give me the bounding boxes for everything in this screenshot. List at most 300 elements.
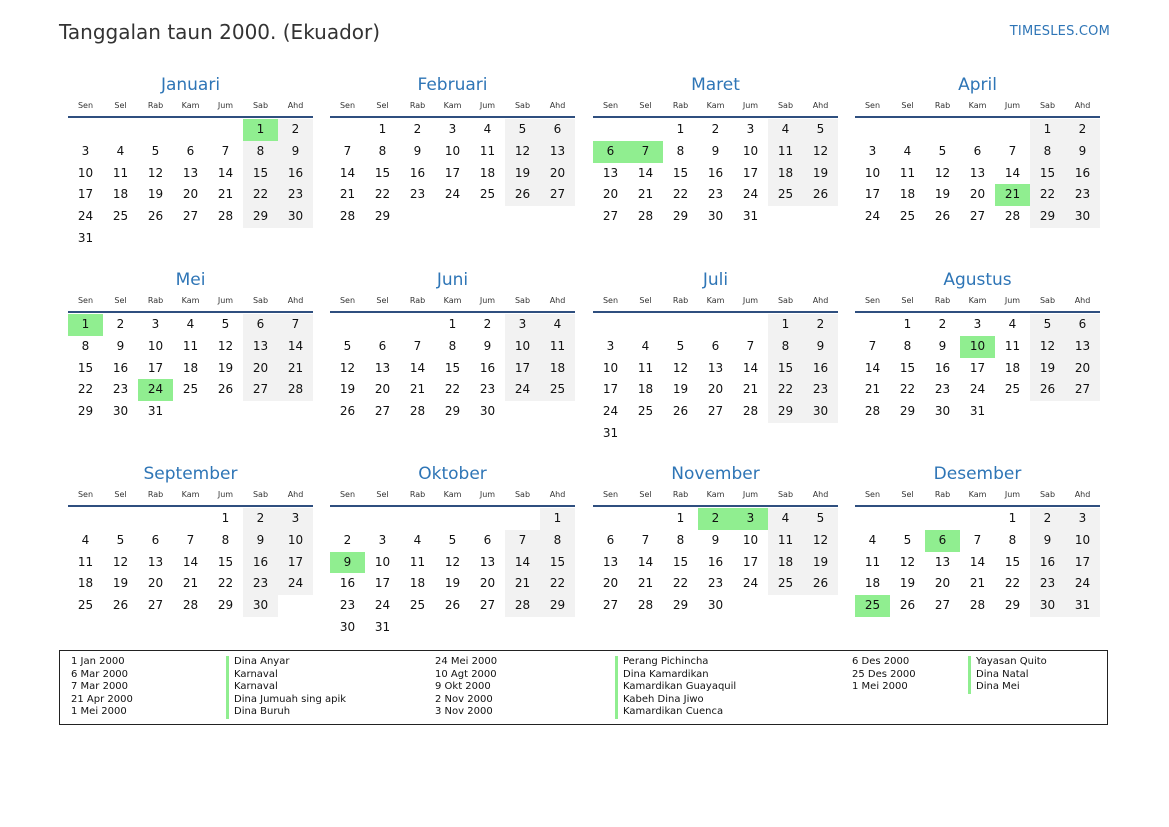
day-cell: 23 <box>112 382 129 397</box>
day-cell: 21 <box>969 576 986 591</box>
day-cell: 11 <box>479 143 496 158</box>
weekday-label: Sel <box>639 101 652 110</box>
day-cell: 19 <box>1030 358 1065 380</box>
day-cell: 2 <box>803 314 838 336</box>
day-cell: 23 <box>243 573 278 595</box>
day-cell: 30 <box>339 619 356 634</box>
weekday-label: Ahd <box>812 101 829 110</box>
day-cell: 21 <box>637 576 654 591</box>
legend-holiday-name: Karnaval <box>226 669 346 682</box>
day-cell: 26 <box>672 404 689 419</box>
weekday-header <box>330 98 575 118</box>
day-cell: 8 <box>81 338 90 353</box>
day-cell: 16 <box>339 576 356 591</box>
weekday-label: Jum <box>479 296 496 305</box>
day-cell: 31 <box>77 230 94 245</box>
empty-cell <box>103 119 138 141</box>
weekday-label: Kam <box>968 490 987 499</box>
empty-cell <box>68 508 103 530</box>
day-cell: 11 <box>540 336 575 358</box>
day-cell: 27 <box>602 209 619 224</box>
day-cell: 27 <box>374 404 391 419</box>
month-name: Juni <box>436 270 469 290</box>
day-grid <box>68 314 313 423</box>
day-cell: 20 <box>243 358 278 380</box>
empty-cell <box>435 206 470 228</box>
day-cell: 9 <box>413 143 422 158</box>
weekday-label: Sen <box>602 101 619 110</box>
month-januari <box>68 72 313 250</box>
day-cell: 30 <box>243 595 278 617</box>
weekday-label: Jum <box>742 101 759 110</box>
empty-cell <box>803 595 838 617</box>
day-cell: 3 <box>733 508 768 530</box>
day-cell: 22 <box>1004 576 1021 591</box>
empty-cell <box>505 617 540 639</box>
weekday-label: Sel <box>376 101 389 110</box>
day-cell: 23 <box>1065 184 1100 206</box>
weekday-label: Kam <box>181 296 200 305</box>
day-cell: 11 <box>77 554 94 569</box>
day-cell: 3 <box>378 532 387 547</box>
legend-dates <box>852 656 916 694</box>
month-name: Agustus <box>943 270 1012 290</box>
empty-cell <box>330 119 365 141</box>
weekday-label: Kam <box>706 490 725 499</box>
day-cell: 25 <box>768 573 803 595</box>
day-cell: 8 <box>1030 141 1065 163</box>
month-name: Februari <box>417 75 488 95</box>
day-cell: 11 <box>768 530 803 552</box>
day-cell: 5 <box>803 508 838 530</box>
day-cell: 15 <box>672 165 689 180</box>
empty-cell <box>505 401 540 423</box>
empty-cell <box>855 119 890 141</box>
empty-cell <box>208 119 243 141</box>
empty-cell <box>138 119 173 141</box>
day-grid <box>593 314 838 445</box>
day-cell: 26 <box>339 404 356 419</box>
day-cell: 25 <box>637 404 654 419</box>
weekday-label: Rab <box>409 296 426 305</box>
month-name: Desember <box>933 464 1022 484</box>
weekday-label: Sel <box>376 296 389 305</box>
month-name: April <box>958 75 997 95</box>
empty-cell <box>208 228 243 250</box>
day-cell: 27 <box>147 598 164 613</box>
day-cell: 5 <box>151 143 160 158</box>
day-cell: 21 <box>505 573 540 595</box>
month-april <box>855 72 1100 228</box>
day-cell: 27 <box>1065 379 1100 401</box>
day-cell: 10 <box>77 165 94 180</box>
day-cell: 22 <box>217 576 234 591</box>
day-cell: 10 <box>278 530 313 552</box>
day-cell: 7 <box>221 143 230 158</box>
weekday-label: Sen <box>602 490 619 499</box>
day-cell: 28 <box>1004 209 1021 224</box>
day-cell: 21 <box>182 576 199 591</box>
day-cell: 25 <box>182 382 199 397</box>
day-cell: 22 <box>243 184 278 206</box>
day-cell: 22 <box>899 382 916 397</box>
day-cell: 14 <box>969 554 986 569</box>
day-cell: 9 <box>116 338 125 353</box>
empty-cell <box>855 508 890 530</box>
day-cell: 15 <box>243 163 278 185</box>
legend-holiday-name: Dina Natal <box>968 669 1047 682</box>
day-cell: 17 <box>505 358 540 380</box>
day-cell: 26 <box>803 573 838 595</box>
day-cell: 16 <box>479 360 496 375</box>
day-cell: 6 <box>606 532 615 547</box>
legend-names <box>968 656 1047 694</box>
legend-date: 24 Mei 2000 <box>435 656 498 667</box>
month-oktober <box>330 461 575 639</box>
weekday-header <box>855 293 1100 313</box>
weekday-label: Kam <box>968 296 987 305</box>
day-cell: 12 <box>672 360 689 375</box>
weekday-label: Sel <box>114 101 127 110</box>
empty-cell <box>243 401 278 423</box>
day-cell: 20 <box>147 576 164 591</box>
day-cell: 24 <box>77 209 94 224</box>
empty-cell <box>540 617 575 639</box>
empty-cell <box>400 206 435 228</box>
empty-cell <box>593 508 628 530</box>
day-cell: 31 <box>969 404 986 419</box>
day-cell: 31 <box>602 425 619 440</box>
empty-cell <box>733 314 768 336</box>
month-name: Maret <box>691 75 740 95</box>
empty-cell <box>1030 401 1065 423</box>
month-name: November <box>671 464 760 484</box>
empty-cell <box>925 508 960 530</box>
empty-cell <box>540 206 575 228</box>
day-cell: 29 <box>374 209 391 224</box>
day-cell: 8 <box>540 530 575 552</box>
day-cell: 1 <box>676 511 685 525</box>
day-cell: 23 <box>479 382 496 397</box>
day-cell: 6 <box>243 314 278 336</box>
weekday-label: Jum <box>1004 101 1021 110</box>
empty-cell <box>400 314 435 336</box>
day-cell: 17 <box>864 187 881 202</box>
weekday-label: Sab <box>514 490 531 499</box>
month-name: Mei <box>175 270 206 290</box>
day-grid <box>330 314 575 423</box>
weekday-label: Ahd <box>1074 490 1091 499</box>
day-cell: 1 <box>903 317 912 331</box>
day-cell: 14 <box>339 165 356 180</box>
empty-cell <box>890 119 925 141</box>
day-cell: 5 <box>1030 314 1065 336</box>
weekday-label: Jum <box>217 296 234 305</box>
day-cell: 18 <box>112 187 129 202</box>
day-cell: 21 <box>217 187 234 202</box>
holiday-legend <box>59 650 1108 725</box>
day-cell: 13 <box>479 554 496 569</box>
day-cell: 26 <box>803 184 838 206</box>
day-cell: 14 <box>864 360 881 375</box>
empty-cell <box>470 206 505 228</box>
day-cell: 14 <box>217 165 234 180</box>
day-cell: 6 <box>973 143 982 158</box>
day-cell: 15 <box>768 358 803 380</box>
day-cell: 4 <box>483 122 492 136</box>
day-cell: 13 <box>934 554 951 569</box>
day-cell: 3 <box>606 338 615 353</box>
day-cell: 19 <box>934 187 951 202</box>
day-cell: 15 <box>540 552 575 574</box>
weekday-label: Sen <box>602 296 619 305</box>
day-cell: 2 <box>116 317 125 331</box>
legend-holiday-name: Perang Pichincha <box>615 656 736 669</box>
legend-names <box>615 656 736 719</box>
day-cell: 18 <box>1004 360 1021 375</box>
weekday-label: Ahd <box>812 490 829 499</box>
legend-date: 21 Apr 2000 <box>71 693 133 705</box>
day-cell: 26 <box>1030 379 1065 401</box>
day-cell: 28 <box>864 404 881 419</box>
day-cell: 8 <box>243 141 278 163</box>
day-cell: 20 <box>934 576 951 591</box>
day-cell: 2 <box>938 317 947 331</box>
day-cell: 2 <box>278 119 313 141</box>
empty-cell <box>243 228 278 250</box>
day-cell: 12 <box>899 554 916 569</box>
day-cell: 24 <box>742 576 759 591</box>
day-grid <box>68 508 313 617</box>
empty-cell <box>698 314 733 336</box>
day-cell: 15 <box>77 360 94 375</box>
day-cell: 2 <box>1065 119 1100 141</box>
day-cell: 7 <box>278 314 313 336</box>
day-cell: 19 <box>672 382 689 397</box>
weekday-label: Ahd <box>287 101 304 110</box>
day-cell: 26 <box>934 209 951 224</box>
day-cell: 13 <box>147 554 164 569</box>
month-juli <box>593 267 838 445</box>
day-cell: 24 <box>505 379 540 401</box>
day-cell: 6 <box>1065 314 1100 336</box>
day-cell: 14 <box>637 165 654 180</box>
day-cell: 30 <box>1030 595 1065 617</box>
weekday-label: Sen <box>864 101 881 110</box>
day-cell: 28 <box>637 209 654 224</box>
weekday-label: Sen <box>339 296 356 305</box>
day-cell: 10 <box>374 554 391 569</box>
day-cell: 12 <box>934 165 951 180</box>
day-cell: 20 <box>969 187 986 202</box>
weekday-label: Sen <box>339 101 356 110</box>
day-cell: 5 <box>505 119 540 141</box>
day-cell: 13 <box>969 165 986 180</box>
day-cell: 3 <box>973 317 982 331</box>
day-cell: 1 <box>243 119 278 141</box>
day-cell: 20 <box>540 163 575 185</box>
weekday-label: Rab <box>672 101 689 110</box>
day-cell: 27 <box>602 598 619 613</box>
weekday-label: Jum <box>1004 296 1021 305</box>
legend-holiday-name: Kamardikan Guayaquil <box>615 681 736 694</box>
day-cell: 25 <box>768 184 803 206</box>
legend-holiday-name: Dina Anyar <box>226 656 346 669</box>
day-cell: 18 <box>637 382 654 397</box>
day-cell: 12 <box>803 530 838 552</box>
day-cell: 22 <box>77 382 94 397</box>
day-cell: 12 <box>217 338 234 353</box>
day-cell: 19 <box>803 552 838 574</box>
day-cell: 19 <box>444 576 461 591</box>
day-cell: 7 <box>413 338 422 353</box>
day-cell: 19 <box>217 360 234 375</box>
weekday-label: Sen <box>339 490 356 499</box>
day-cell: 4 <box>413 532 422 547</box>
day-cell: 28 <box>339 209 356 224</box>
legend-holiday-name: Kabeh Dina Jiwo <box>615 694 736 707</box>
day-cell: 10 <box>505 336 540 358</box>
empty-cell <box>138 508 173 530</box>
weekday-label: Sab <box>777 101 794 110</box>
weekday-header <box>593 293 838 313</box>
day-cell: 12 <box>112 554 129 569</box>
day-cell: 16 <box>1030 552 1065 574</box>
day-cell: 22 <box>768 379 803 401</box>
day-cell: 18 <box>77 576 94 591</box>
empty-cell <box>663 423 698 445</box>
weekday-label: Rab <box>409 101 426 110</box>
day-cell: 13 <box>707 360 724 375</box>
day-cell: 17 <box>444 165 461 180</box>
day-cell: 13 <box>1065 336 1100 358</box>
legend-date: 1 Mei 2000 <box>852 681 908 693</box>
day-cell: 4 <box>81 532 90 547</box>
day-cell: 12 <box>803 141 838 163</box>
legend-date: 3 Nov 2000 <box>435 706 493 718</box>
empty-cell <box>768 423 803 445</box>
legend-holiday-name: Dina Kamardikan <box>615 669 736 682</box>
day-cell: 5 <box>448 532 457 547</box>
day-cell: 2 <box>711 122 720 136</box>
weekday-label: Rab <box>672 490 689 499</box>
day-cell: 28 <box>505 595 540 617</box>
day-cell: 3 <box>151 317 160 331</box>
day-cell: 7 <box>505 530 540 552</box>
day-cell: 24 <box>742 187 759 202</box>
day-cell: 12 <box>444 554 461 569</box>
day-cell: 15 <box>899 360 916 375</box>
month-desember <box>855 461 1100 617</box>
day-cell: 8 <box>676 532 685 547</box>
legend-date: 6 Mar 2000 <box>71 668 129 680</box>
day-cell: 12 <box>339 360 356 375</box>
empty-cell <box>960 508 995 530</box>
legend-holiday-name: Dina Mei <box>968 681 1047 694</box>
weekday-label: Kam <box>968 101 987 110</box>
empty-cell <box>628 119 663 141</box>
weekday-label: Sel <box>639 296 652 305</box>
day-cell: 27 <box>934 598 951 613</box>
day-cell: 30 <box>707 209 724 224</box>
weekday-label: Rab <box>409 490 426 499</box>
day-cell: 6 <box>483 532 492 547</box>
day-cell: 5 <box>676 338 685 353</box>
day-cell: 30 <box>112 404 129 419</box>
day-cell: 28 <box>637 598 654 613</box>
day-cell: 9 <box>483 338 492 353</box>
day-cell: 10 <box>602 360 619 375</box>
day-cell: 6 <box>378 338 387 353</box>
day-cell: 10 <box>960 336 995 358</box>
day-cell: 28 <box>742 404 759 419</box>
day-cell: 29 <box>540 595 575 617</box>
day-cell: 5 <box>343 338 352 353</box>
empty-cell <box>138 228 173 250</box>
weekday-header <box>330 293 575 313</box>
day-cell: 28 <box>217 209 234 224</box>
weekday-label: Sen <box>864 296 881 305</box>
day-cell: 17 <box>278 552 313 574</box>
day-cell: 22 <box>374 187 391 202</box>
day-cell: 7 <box>868 338 877 353</box>
day-cell: 3 <box>868 143 877 158</box>
day-cell: 11 <box>182 338 199 353</box>
day-cell: 17 <box>742 165 759 180</box>
day-cell: 19 <box>112 576 129 591</box>
day-cell: 17 <box>374 576 391 591</box>
weekday-label: Sen <box>864 490 881 499</box>
day-cell: 29 <box>1030 206 1065 228</box>
day-cell: 20 <box>374 382 391 397</box>
day-cell: 27 <box>707 404 724 419</box>
legend-holiday-name: Kamardikan Cuenca <box>615 706 736 719</box>
weekday-label: Ahd <box>287 296 304 305</box>
legend-holiday-name: Yayasan Quito <box>968 656 1047 669</box>
day-cell: 29 <box>899 404 916 419</box>
month-februari <box>330 72 575 228</box>
day-cell: 9 <box>938 338 947 353</box>
month-mei <box>68 267 313 423</box>
day-cell: 19 <box>899 576 916 591</box>
empty-cell <box>663 314 698 336</box>
empty-cell <box>400 508 435 530</box>
legend-holiday-name: Dina Buruh <box>226 706 346 719</box>
day-cell: 2 <box>698 508 733 530</box>
weekday-header <box>593 487 838 507</box>
day-cell: 26 <box>147 209 164 224</box>
day-cell: 8 <box>903 338 912 353</box>
day-cell: 10 <box>444 143 461 158</box>
weekday-header <box>68 487 313 507</box>
day-cell: 13 <box>182 165 199 180</box>
site-link[interactable]: TIMESLES.COM <box>1009 24 1110 39</box>
day-cell: 22 <box>672 576 689 591</box>
day-cell: 1 <box>676 122 685 136</box>
day-cell: 11 <box>637 360 654 375</box>
day-cell: 25 <box>77 598 94 613</box>
day-cell: 20 <box>602 576 619 591</box>
weekday-label: Ahd <box>1074 296 1091 305</box>
empty-cell <box>628 314 663 336</box>
day-grid <box>593 119 838 228</box>
month-name: September <box>143 464 238 484</box>
day-cell: 10 <box>864 165 881 180</box>
day-grid <box>855 508 1100 617</box>
day-cell: 24 <box>864 209 881 224</box>
empty-cell <box>768 595 803 617</box>
weekday-label: Kam <box>706 296 725 305</box>
